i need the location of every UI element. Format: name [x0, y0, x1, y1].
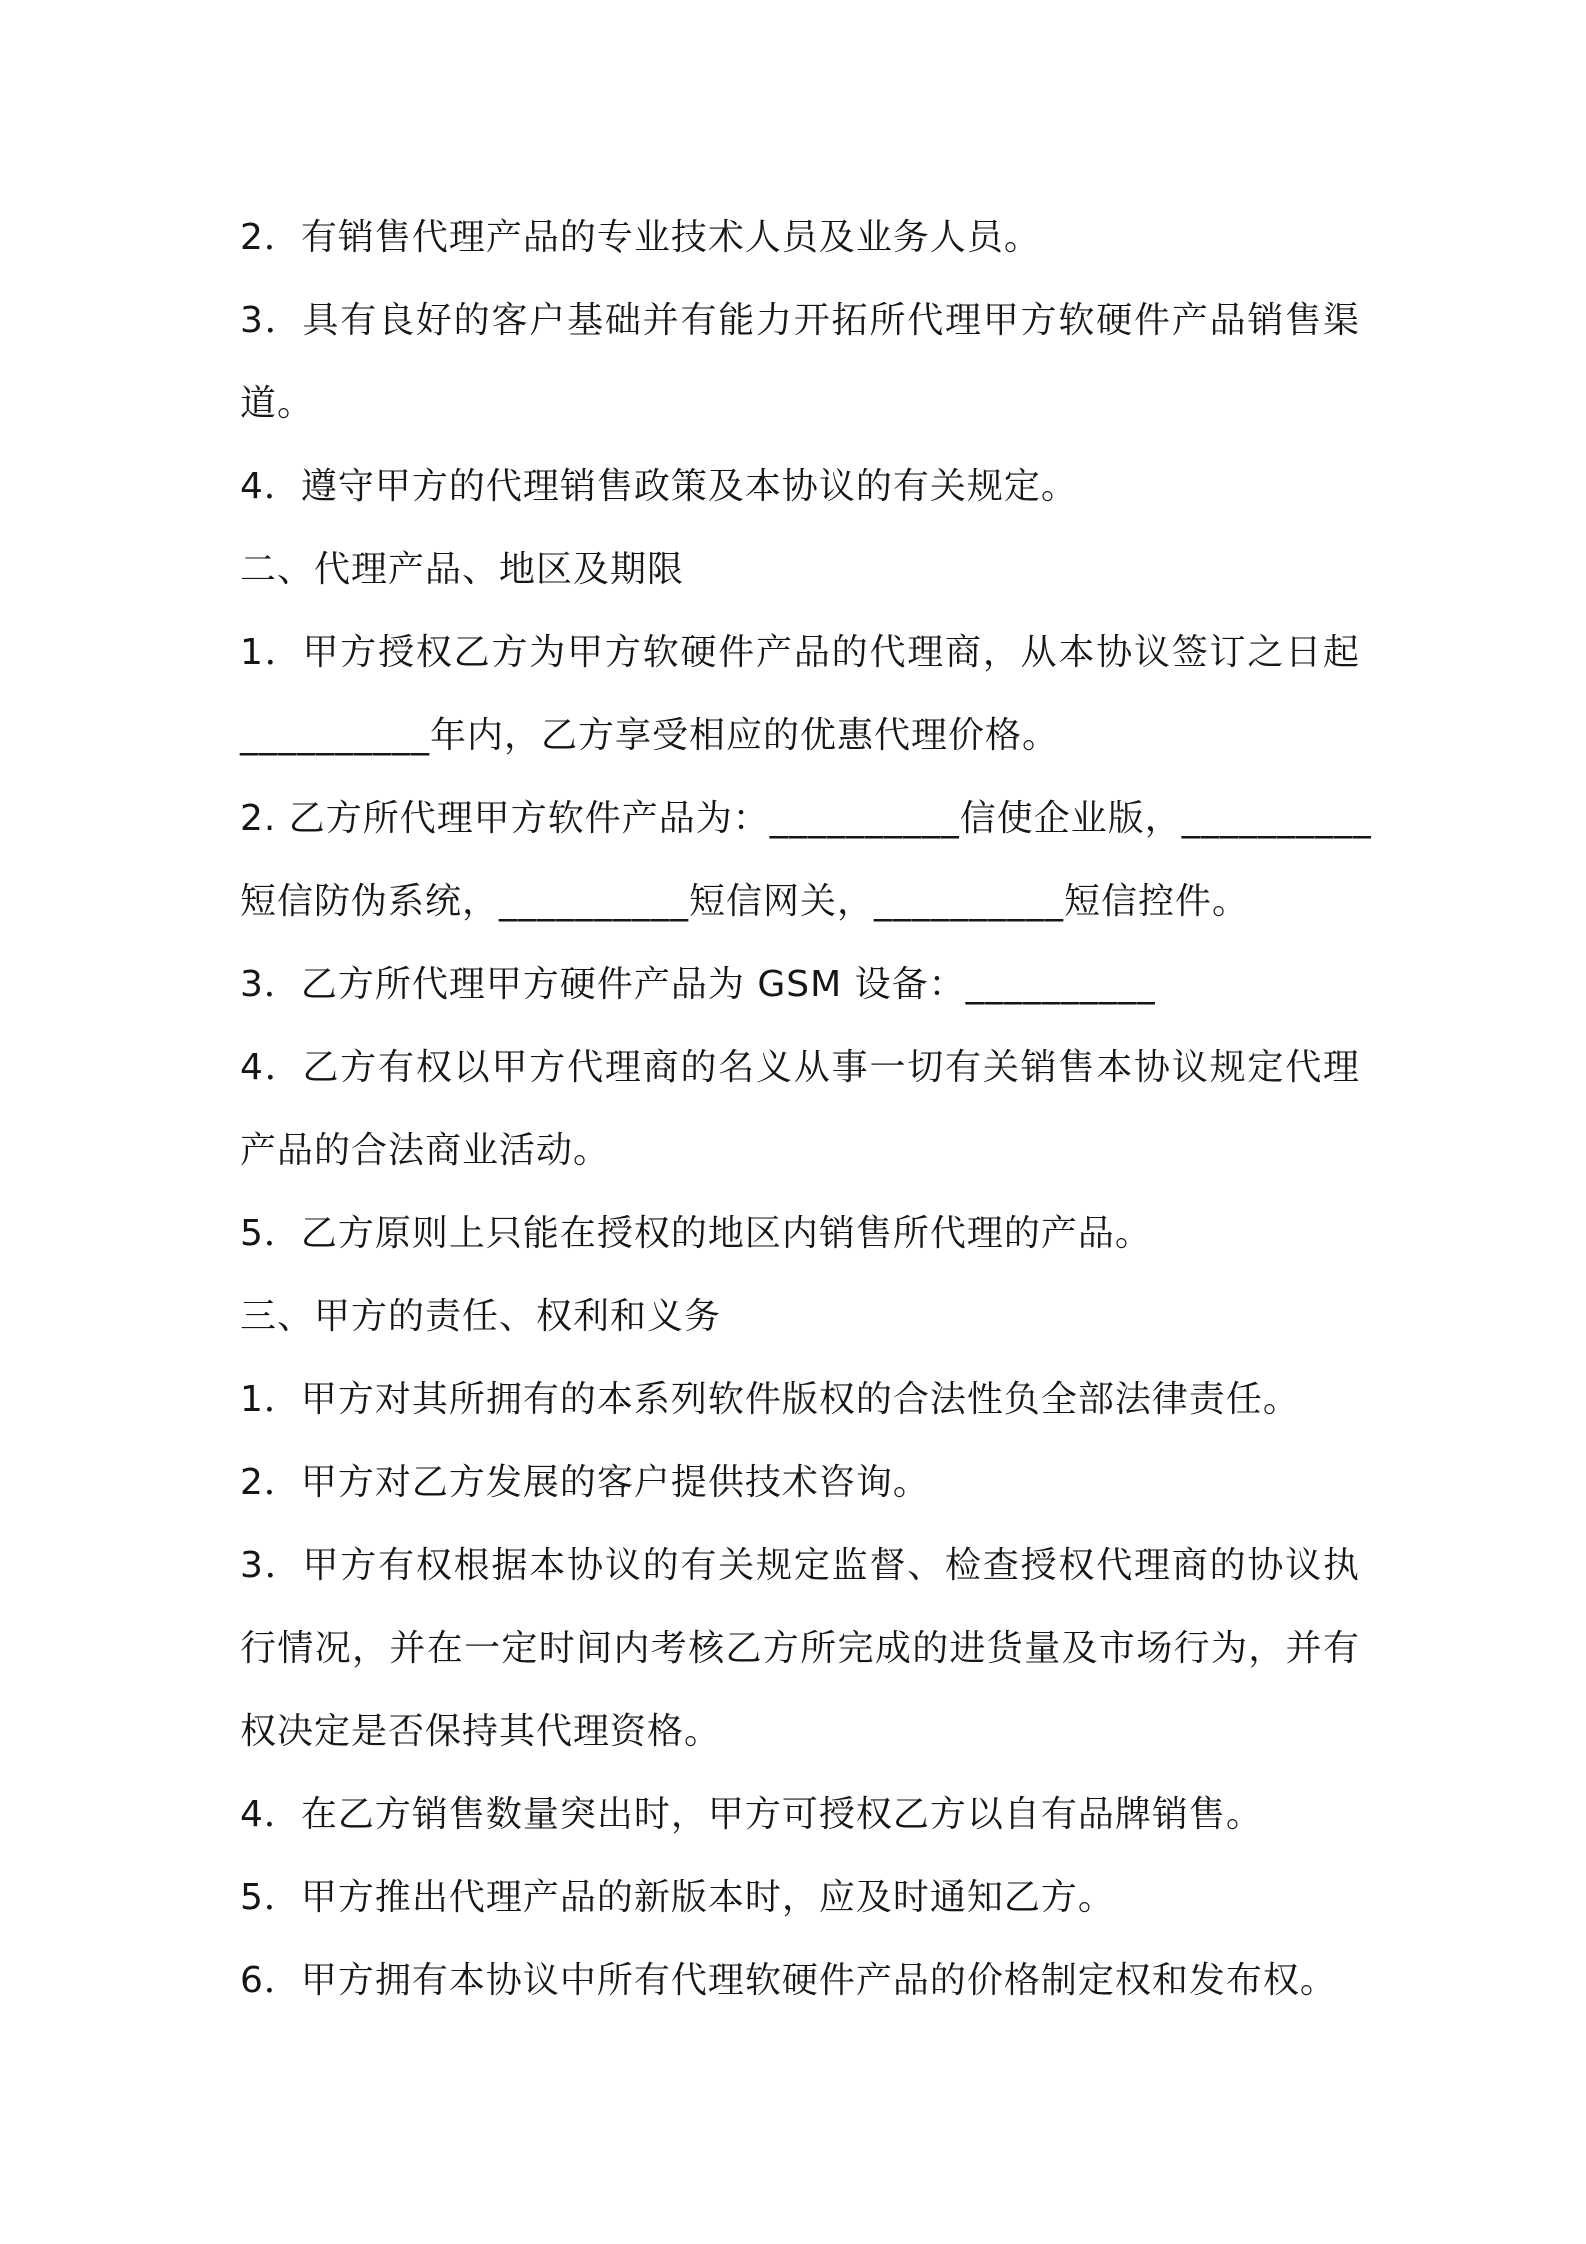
section-3-heading: 三、甲方的责任、权利和义务	[240, 1296, 722, 1337]
section-3-clause-4: 4．在乙方销售数量突出时，甲方可授权乙方以自有品牌销售。	[240, 1794, 1263, 1835]
section-2-clause-5: 5．乙方原则上只能在授权的地区内销售所代理的产品。	[240, 1213, 1152, 1254]
section-3-clause-3-line1: 3．甲方有权根据本协议的有关规定监督、检查授权代理商的协议执	[240, 1545, 1360, 1586]
section-2-clause-4-line1: 4．乙方有权以甲方代理商的名义从事一切有关销售本协议规定代理	[240, 1047, 1360, 1088]
clause-3-qualification-customers-line2: 道。	[240, 383, 315, 424]
section-3-clause-1: 1．甲方对其所拥有的本系列软件版权的合法性负全部法律责任。	[240, 1379, 1300, 1420]
clause-3-qualification-customers-line1: 3．具有良好的客户基础并有能力开拓所代理甲方软硬件产品销售渠	[240, 300, 1360, 341]
clause-2-qualification-staff: 2．有销售代理产品的专业技术人员及业务人员。	[240, 217, 1041, 258]
section-2-clause-3: 3．乙方所代理甲方硬件产品为 GSM 设备：__________	[240, 964, 1156, 1005]
document-body	[240, 196, 1372, 2022]
section-2-clause-2-line2: 短信防伪系统，__________短信网关，__________短信控件。	[240, 881, 1250, 922]
section-2-clause-1-line2: __________年内，乙方享受相应的优惠代理价格。	[240, 715, 1060, 756]
clause-4-qualification-compliance: 4．遵守甲方的代理销售政策及本协议的有关规定。	[240, 466, 1078, 507]
section-3-clause-5: 5．甲方推出代理产品的新版本时，应及时通知乙方。	[240, 1877, 1115, 1918]
section-2-clause-2-line1: 2. 乙方所代理甲方软件产品为：__________信使企业版，__________	[240, 798, 1372, 839]
section-3-clause-6: 6．甲方拥有本协议中所有代理软硬件产品的价格制定权和发布权。	[240, 1960, 1337, 2001]
section-3-clause-3-line3: 权决定是否保持其代理资格。	[240, 1711, 722, 1752]
section-2-heading: 二、代理产品、地区及期限	[240, 549, 685, 590]
section-2-clause-4-line2: 产品的合法商业活动。	[240, 1130, 611, 1171]
section-3-clause-2: 2．甲方对乙方发展的客户提供技术咨询。	[240, 1462, 930, 1503]
section-2-clause-1-line1: 1．甲方授权乙方为甲方软硬件产品的代理商，从本协议签订之日起	[240, 632, 1360, 673]
section-3-clause-3-line2: 行情况，并在一定时间内考核乙方所完成的进货量及市场行为，并有	[240, 1628, 1360, 1669]
